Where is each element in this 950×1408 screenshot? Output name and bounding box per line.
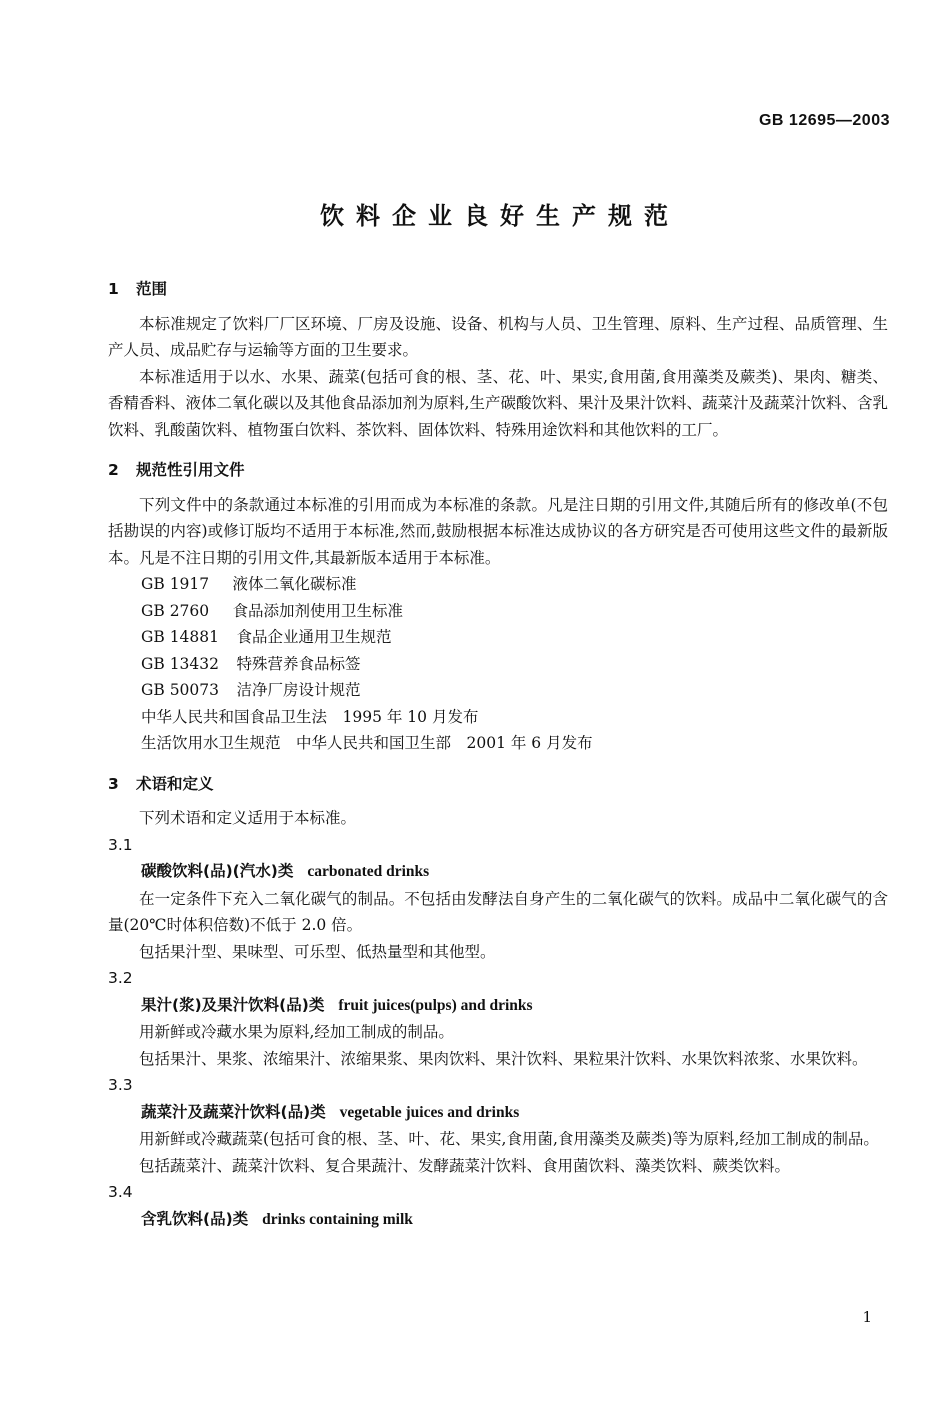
reference-item: [108, 651, 888, 678]
term-number: 3.3: [108, 1076, 133, 1094]
paragraph: 下列术语和定义适用于本标准。: [139, 809, 357, 827]
reference-code: GB 2760: [141, 601, 210, 620]
reference-code: GB 1917: [141, 575, 210, 593]
section-title: 术语和定义: [136, 774, 214, 793]
reference-code: GB 13432: [141, 654, 220, 673]
reference-code: GB 50073: [141, 681, 220, 699]
term-name: [108, 858, 888, 886]
term-name-en: carbonated drinks: [307, 863, 430, 880]
section-number: 3: [108, 774, 119, 793]
paragraph: 包括果汁型、果味型、可乐型、低热量型和其他型。: [139, 942, 496, 961]
term-number: 3.4: [108, 1183, 133, 1201]
reference-item: 生活饮用水卫生规范 中华人民共和国卫生部 2001 年 6 月发布: [141, 734, 593, 752]
term-name: [108, 992, 888, 1020]
paragraph: 包括果汁、果浆、浓缩果汁、浓缩果浆、果肉饮料、果汁饮料、果粒果汁饮料、水果饮料浓浆、水果饮料。: [139, 1049, 868, 1068]
reference-item: [108, 677, 888, 704]
section-number: 1: [108, 280, 119, 298]
term-name-zh: 含乳饮料(品)类: [141, 1209, 249, 1228]
section-3-heading: [108, 771, 888, 798]
paragraph: 在一定条件下充入二氧化碳气的制品。不包括由发酵法自身产生的二氧化碳气的饮料。成品中二氧化碳气的含量(20℃时体积倍数)不低于 2.0 倍。: [108, 889, 888, 934]
term-name-zh: 果汁(浆)及果汁饮料(品)类: [141, 995, 325, 1014]
term-name-en: fruit juices(pulps) and drinks: [338, 996, 533, 1014]
term-number: 3.2: [108, 969, 133, 987]
standard-code: GB 12695—2003: [758, 112, 890, 129]
document-title: 饮料企业良好生产规范: [320, 202, 680, 230]
normative-references-list: [108, 571, 888, 757]
term-name-en: vegetable juices and drinks: [339, 1103, 520, 1121]
term-name-zh: 碳酸饮料(品)(汽水)类: [141, 862, 294, 880]
reference-item: 中华人民共和国食品卫生法 1995 年 10 月发布: [141, 707, 479, 726]
section-2-heading: [108, 457, 888, 484]
paragraph: 本标准适用于以水、水果、蔬菜(包括可食的根、茎、花、叶、果实,食用菌,食用藻类及蕨类)、果肉、糖类、香精香料、液体二氧化碳以及其他食品添加剂为原料,生产碳酸饮料、果汁及果汁饮料、蔬菜汁及蔬菜汁饮料、含乳饮料、乳酸菌饮料、植物蛋白饮料、茶饮料、固体饮料、特殊用途饮料和其他饮料的工厂。: [108, 367, 888, 439]
reference-name: 洁净厂房设计规范: [236, 681, 361, 699]
term-number: 3.1: [108, 835, 133, 854]
paragraph: 本标准规定了饮料厂厂区环境、厂房及设施、设备、机构与人员、卫生管理、原料、生产过程、品质管理、生产人员、成品贮存与运输等方面的卫生要求。: [108, 314, 888, 359]
page-number: 1: [862, 1308, 872, 1326]
term-name-zh: 蔬菜汁及蔬菜汁饮料(品)类: [141, 1102, 326, 1121]
reference-name: 液体二氧化碳标准: [232, 575, 357, 593]
reference-name: 特殊营养食品标签: [236, 654, 361, 673]
section-number: 2: [108, 461, 119, 479]
section-title: 范围: [136, 280, 168, 298]
term-name: [108, 1206, 888, 1234]
paragraph: 下列文件中的条款通过本标准的引用而成为本标准的条款。凡是注日期的引用文件,其随后所有的修改单(不包括勘误的内容)或修订版均不适用于本标准,然而,鼓励根据本标准达成协议的各方研究是否可使用这些文件的最新版本。凡是不注日期的引用文件,其最新版本适用于本标准。: [108, 495, 888, 567]
paragraph: 用新鲜或冷藏水果为原料,经加工制成的制品。: [139, 1023, 454, 1041]
section-1-heading: [108, 276, 888, 303]
paragraph: 包括蔬菜汁、蔬菜汁饮料、复合果蔬汁、发酵蔬菜汁饮料、食用菌饮料、藻类饮料、蕨类饮料。: [139, 1156, 791, 1175]
term-name-en: drinks containing milk: [262, 1210, 413, 1228]
section-title: 规范性引用文件: [136, 461, 245, 479]
reference-item: [108, 624, 888, 651]
paragraph: 用新鲜或冷藏蔬菜(包括可食的根、茎、叶、花、果实,食用菌,食用藻类及蕨类)等为原料,经加工制成的制品。: [139, 1130, 879, 1148]
reference-name: 食品企业通用卫生规范: [236, 628, 392, 646]
reference-code: GB 14881: [141, 628, 220, 646]
reference-item: [108, 571, 888, 598]
reference-name: 食品添加剂使用卫生标准: [232, 601, 404, 620]
term-name: [108, 1099, 888, 1127]
document-body: [108, 276, 888, 1233]
reference-item: [108, 598, 888, 625]
